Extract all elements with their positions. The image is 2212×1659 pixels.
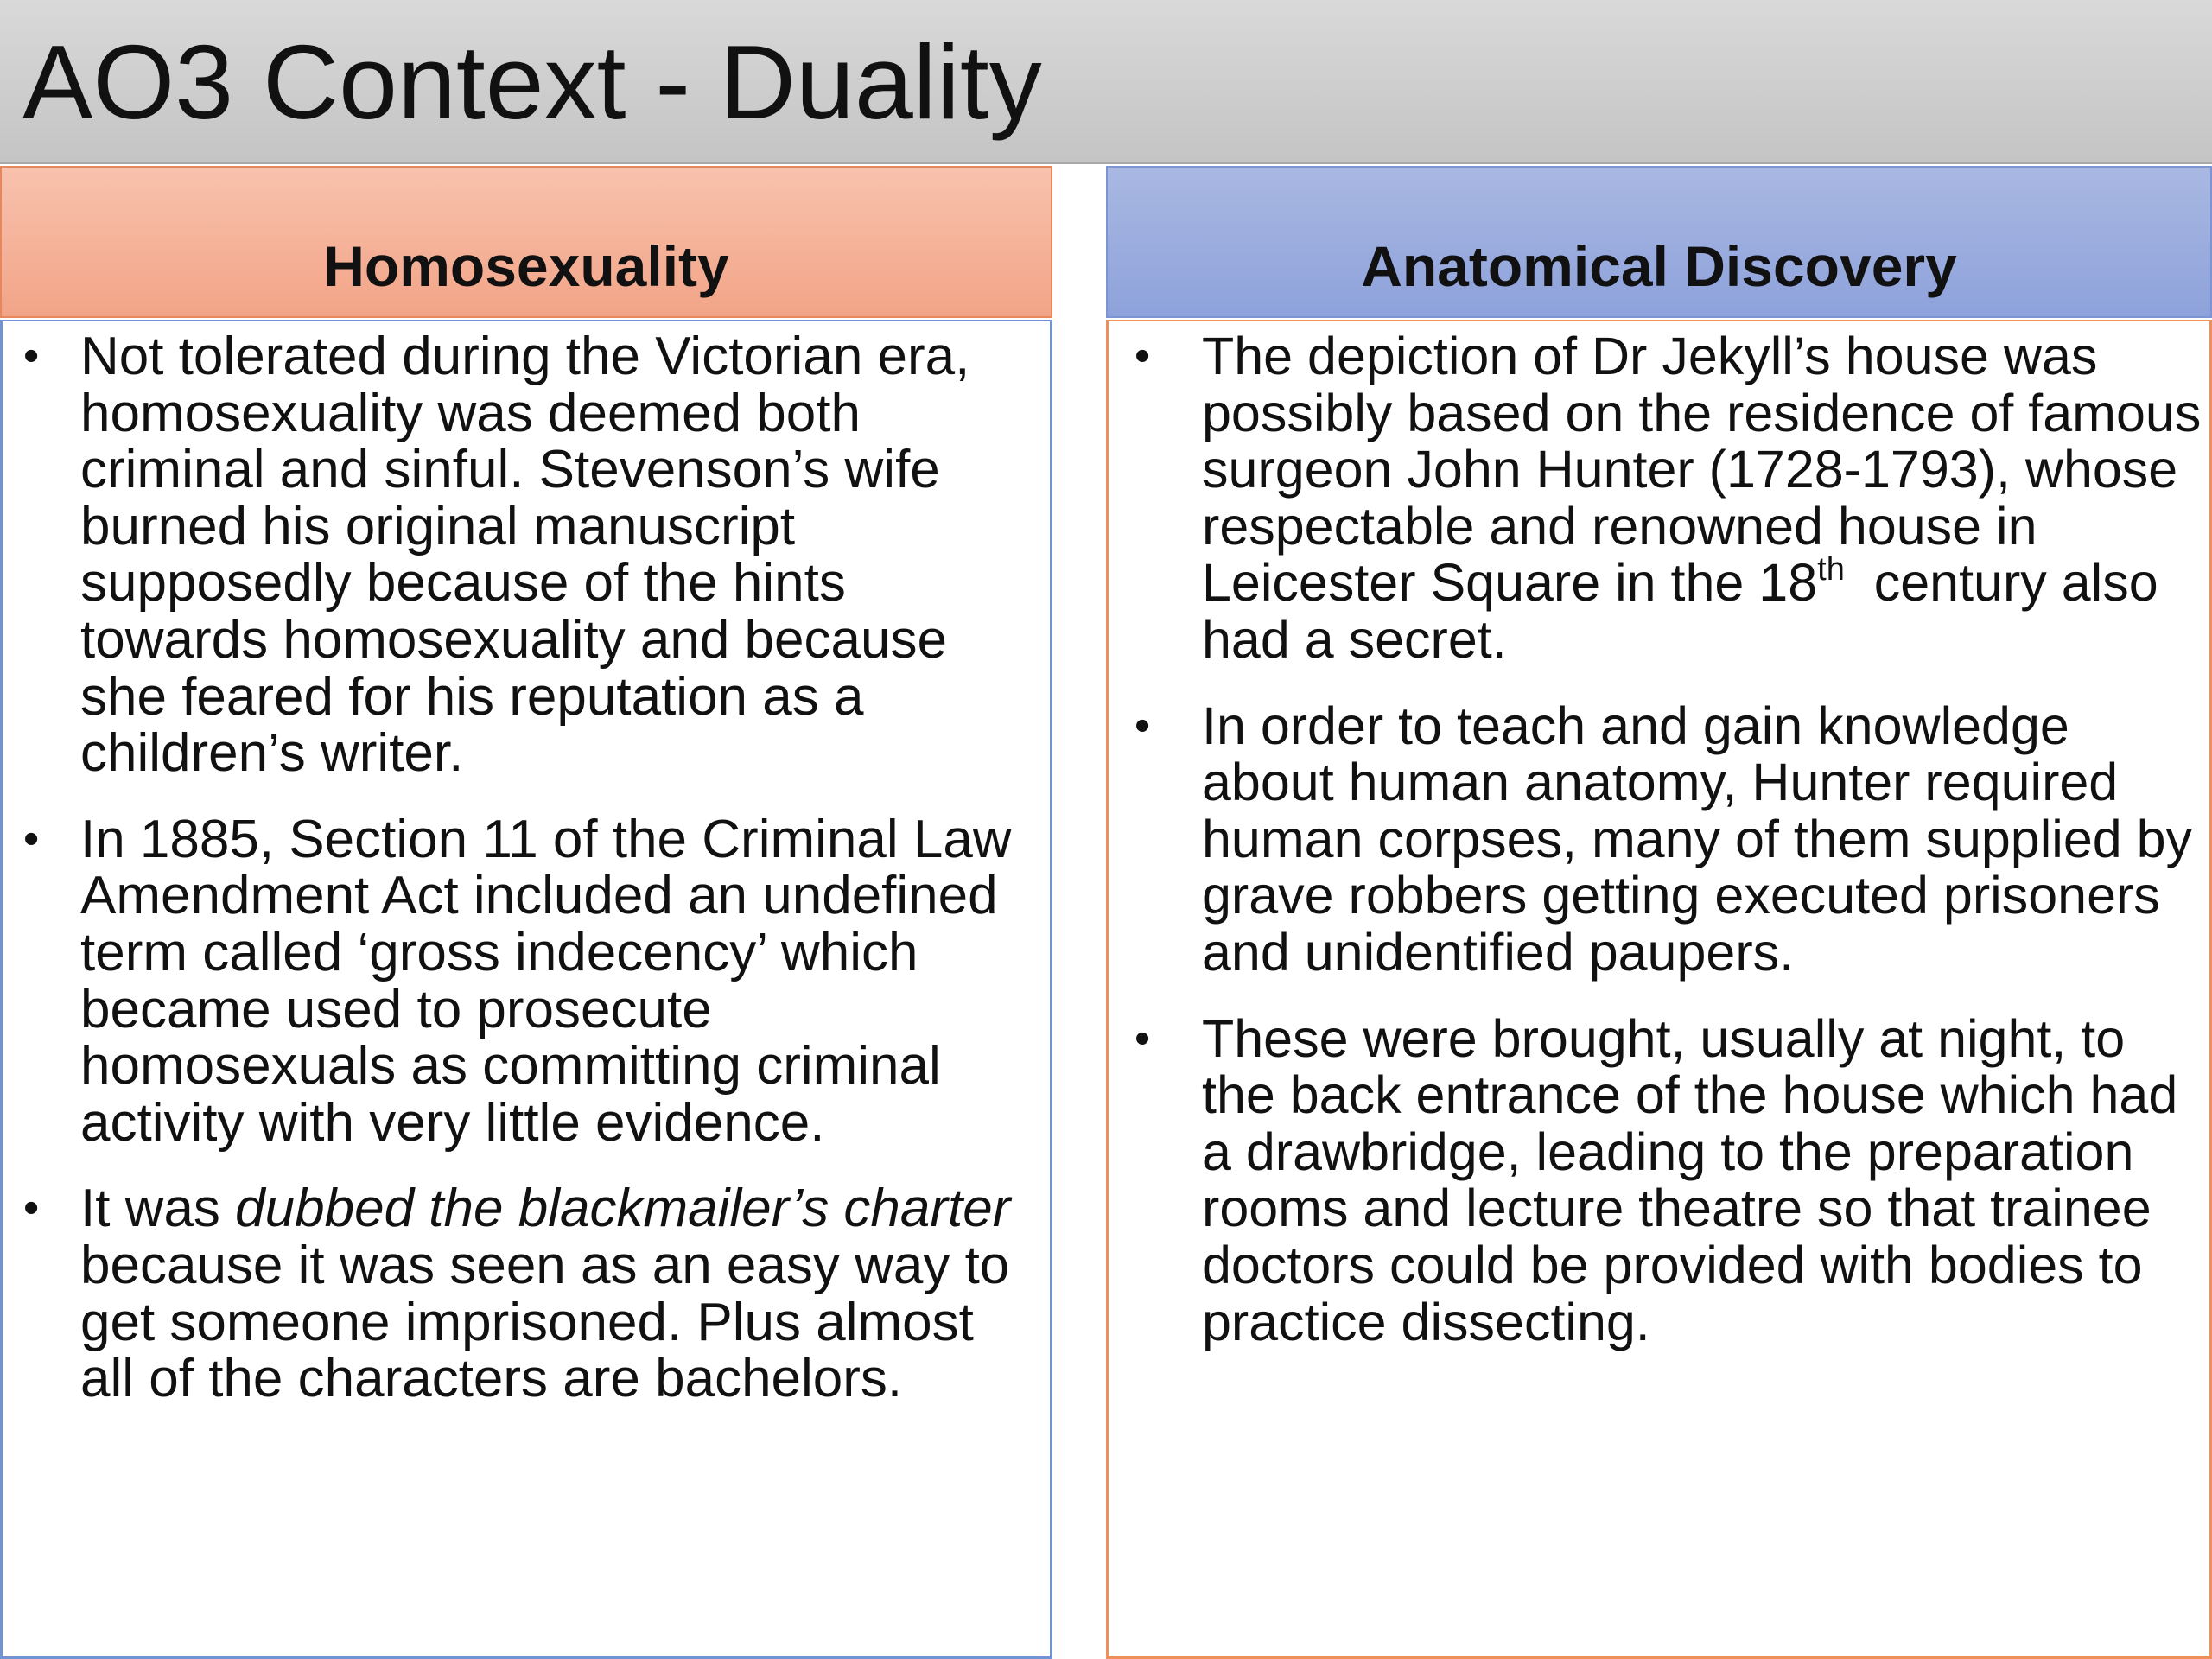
list-item: [1128, 1008, 2204, 1351]
bullet-text-tail: century also had a secret.: [1202, 553, 2173, 669]
bullet-icon: •: [1135, 331, 1151, 381]
bullet-icon: •: [23, 813, 40, 864]
title-bar: [0, 0, 2212, 164]
list-item: [1128, 328, 2204, 669]
list-item: [22, 1180, 1041, 1407]
bullet-icon: •: [1135, 700, 1151, 751]
bullet-icon: •: [23, 331, 40, 381]
bullet-text-lead: It was: [80, 1179, 236, 1239]
ordinal-suffix: th: [1817, 551, 1845, 588]
italic-phrase: dubbed the blackmailer’s charter: [235, 1179, 1011, 1239]
list-item: [22, 328, 1041, 782]
anatomical-discovery-heading: Anatomical Discovery: [1361, 234, 1957, 298]
bullet-text: These were brought, usually at night, to the back entrance of the house which had a drawbridge, leading to the preparation rooms and lecture theatre so that trainee doctors could be provided with bodies to practice dissecting.: [1202, 1008, 2178, 1351]
anatomical-discovery-column-body: [1106, 320, 2212, 1659]
bullet-icon: •: [1135, 1013, 1151, 1064]
list-item: [1128, 698, 2204, 982]
homosexuality-column-body: [0, 320, 1052, 1659]
homosexuality-bullet-list: [22, 328, 1041, 1408]
bullet-text-lead: The depiction of Dr Jekyll’s house was possibly based on the residence of famous surgeon John Hunter (1728-1793), whose respectable and renowned house in Leicester Square in the 18: [1202, 327, 2202, 613]
bullet-text-tail: because it was seen as an easy way to get someone imprisoned. Plus almost all of the characters are bachelors.: [80, 1235, 1010, 1409]
page-title: AO3 Context - Duality: [22, 23, 1042, 141]
anatomical-discovery-column-header: [1106, 166, 2212, 318]
bullet-text: In order to teach and gain knowledge about human anatomy, Hunter required human corpses, many of them supplied by grave robbers getting executed prisoners and unidentified paupers.: [1202, 696, 2193, 982]
homosexuality-heading: Homosexuality: [323, 234, 729, 298]
list-item: [22, 811, 1041, 1152]
bullet-text: In 1885, Section 11 of the Criminal Law Amendment Act included an undefined term called ‘gross indecency’ which became used to prosecute homosexuals as committing criminal activity with very little evidence.: [80, 809, 1012, 1153]
homosexuality-column-header: [0, 166, 1052, 318]
bullet-text: Not tolerated during the Victorian era, homosexuality was deemed both criminal and sinful. Stevenson’s wife burned his original manuscript supposedly because of the hints towards homosexuality and because she feared for his reputation as a children’s writer.: [80, 327, 970, 784]
anatomical-discovery-bullet-list: [1128, 328, 2204, 1351]
bullet-icon: •: [23, 1183, 40, 1234]
